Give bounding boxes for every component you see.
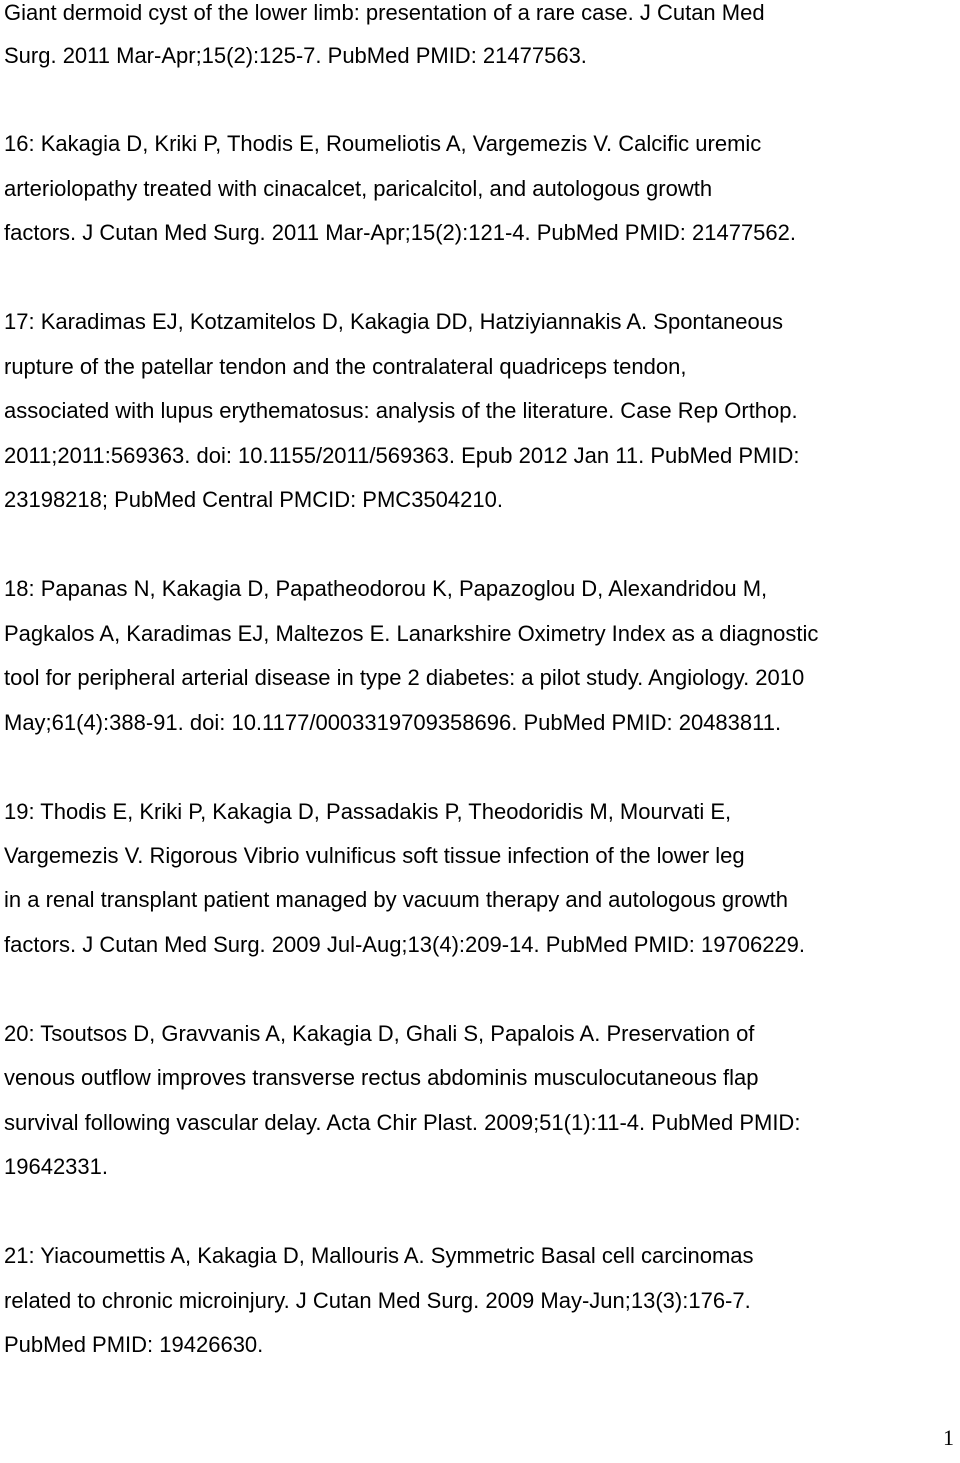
reference-16-line-2: arteriolopathy treated with cinacalcet, paricalcitol, and autologous growth (4, 176, 713, 201)
reference-16-line-3: factors. J Cutan Med Surg. 2011 Mar-Apr;15(2):121-4. PubMed PMID: 21477562. (4, 220, 796, 245)
reference-21-line-1: 21: Yiacoumettis A, Kakagia D, Mallouris A. Symmetric Basal cell carcinomas (4, 1243, 754, 1268)
reference-18-line-2: Pagkalos A, Karadimas EJ, Maltezos E. Lanarkshire Oximetry Index as a diagnostic (4, 621, 819, 646)
reference-17-line-5: 23198218; PubMed Central PMCID: PMC3504210. (4, 487, 503, 512)
reference-17-line-1: 17: Karadimas EJ, Kotzamitelos D, Kakagia DD, Hatziyiannakis A. Spontaneous (4, 309, 783, 334)
reference-19-line-3: in a renal transplant patient managed by vacuum therapy and autologous growth (4, 887, 788, 912)
reference-19-line-2: Vargemezis V. Rigorous Vibrio vulnificus soft tissue infection of the lower leg (4, 843, 745, 868)
reference-21-line-2: related to chronic microinjury. J Cutan Med Surg. 2009 May-Jun;13(3):176-7. (4, 1288, 751, 1313)
reference-20-line-3: survival following vascular delay. Acta Chir Plast. 2009;51(1):11-4. PubMed PMID: (4, 1110, 801, 1135)
reference-16-line-1: 16: Kakagia D, Kriki P, Thodis E, Roumeliotis A, Vargemezis V. Calcific uremic (4, 131, 762, 156)
reference-17-line-3: associated with lupus erythematosus: analysis of the literature. Case Rep Orthop. (4, 398, 798, 423)
reference-18-line-1: 18: Papanas N, Kakagia D, Papatheodorou K, Papazoglou D, Alexandridou M, (4, 576, 768, 601)
reference-19-line-1: 19: Thodis E, Kriki P, Kakagia D, Passadakis P, Theodoridis M, Mourvati E, (4, 799, 732, 824)
reference-20-line-4: 19642331. (4, 1154, 108, 1179)
reference-15-line-1: Giant dermoid cyst of the lower limb: presentation of a rare case. J Cutan Med (4, 0, 765, 25)
reference-17-line-4: 2011;2011:569363. doi: 10.1155/2011/569363. Epub 2012 Jan 11. PubMed PMID: (4, 443, 800, 468)
page-number: 1 (943, 1425, 954, 1450)
reference-18-line-4: May;61(4):388-91. doi: 10.1177/0003319709358696. PubMed PMID: 20483811. (4, 710, 782, 735)
reference-15-line-2: Surg. 2011 Mar-Apr;15(2):125-7. PubMed PMID: 21477563. (4, 43, 587, 68)
reference-19-line-4: factors. J Cutan Med Surg. 2009 Jul-Aug;13(4):209-14. PubMed PMID: 19706229. (4, 932, 806, 957)
reference-20-line-2: venous outflow improves transverse rectus abdominis musculocutaneous flap (4, 1065, 759, 1090)
reference-20-line-1: 20: Tsoutsos D, Gravvanis A, Kakagia D, Ghali S, Papalois A. Preservation of (4, 1021, 755, 1046)
reference-17-line-2: rupture of the patellar tendon and the contralateral quadriceps tendon, (4, 354, 687, 379)
reference-18-line-3: tool for peripheral arterial disease in type 2 diabetes: a pilot study. Angiology. 2010 (4, 665, 805, 690)
reference-21-line-3: PubMed PMID: 19426630. (4, 1332, 264, 1357)
